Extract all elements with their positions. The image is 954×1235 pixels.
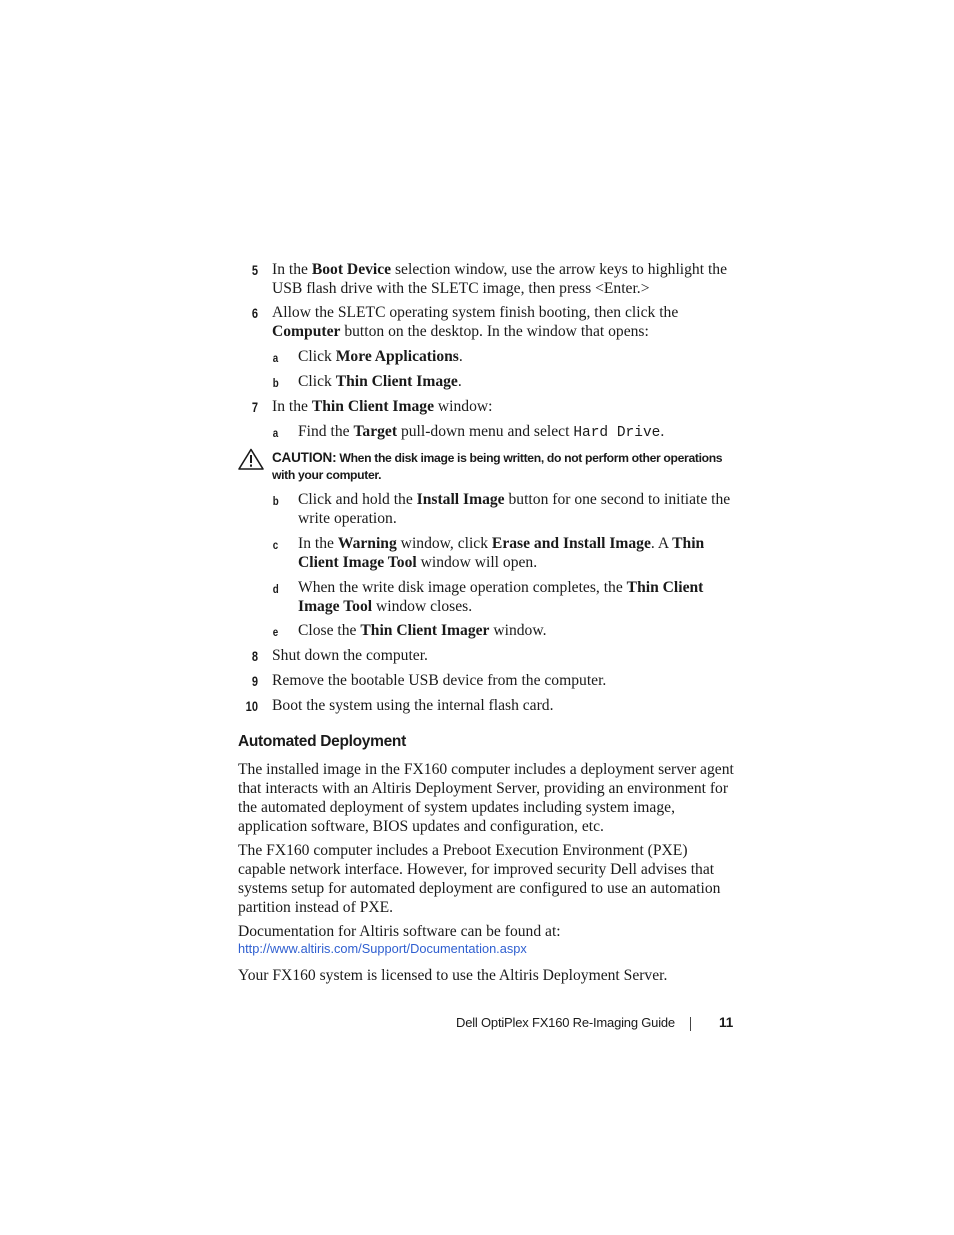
- paragraph-license: Your FX160 system is licensed to use the Altiris Deployment Server.: [238, 967, 668, 984]
- step-text: [272, 397, 734, 416]
- step-number: 8: [251, 649, 258, 664]
- text-run: Close the: [298, 622, 361, 639]
- code-term: Hard Drive: [573, 425, 661, 441]
- text-run: In the: [272, 261, 312, 278]
- text-run: .: [660, 423, 665, 440]
- step-text: [272, 303, 734, 341]
- footer-title: Dell OptiPlex FX160 Re-Imaging Guide: [456, 1015, 675, 1030]
- substep-letter: b: [272, 378, 279, 390]
- step-text: Shut down the computer.: [272, 647, 428, 664]
- substep-text: [298, 534, 738, 572]
- substep-text: [298, 578, 738, 616]
- text-run: Click: [298, 373, 336, 390]
- substep-text: [298, 347, 738, 366]
- caution-text: [272, 449, 742, 484]
- ui-term: Target: [353, 423, 398, 440]
- text-run: window.: [489, 622, 547, 639]
- text-run: When the write disk image operation completes, the: [298, 579, 627, 596]
- ui-term: Thin Client Image Tool: [298, 535, 705, 571]
- page-number: 11: [719, 1015, 734, 1030]
- text-run: Click: [298, 348, 336, 365]
- text-run: button for one second to initiate the write operation.: [298, 491, 731, 527]
- ui-term: Computer: [272, 323, 341, 340]
- section-heading: Automated Deployment: [238, 733, 406, 750]
- text-run: window:: [434, 398, 493, 415]
- text-run: window closes.: [372, 598, 473, 615]
- ui-term: Boot Device: [311, 261, 392, 278]
- text-run: Click and hold the: [298, 491, 417, 508]
- step-text: [272, 260, 734, 298]
- text-run: In the: [272, 398, 312, 415]
- caution-label: CAUTION:: [272, 450, 337, 465]
- step-number: 7: [251, 400, 258, 415]
- paragraph-pxe: The FX160 computer includes a Preboot Execution Environment (PXE) capable network interface. However, for improved security Dell advises that systems setup for automated deployment are configured to use an automation partition instead of PXE.: [238, 842, 721, 916]
- text-run: Allow the SLETC operating system finish booting, then click the: [272, 304, 679, 321]
- text-run: button on the desktop. In the window that opens:: [340, 323, 649, 340]
- substep-text: [298, 490, 738, 528]
- ui-term: Thin Client Imager: [360, 622, 490, 639]
- substep-letter: b: [272, 496, 279, 508]
- paragraph-deployment-agent: The installed image in the FX160 computer includes a deployment server agent that interacts with an Altiris Deployment Server, providing an environment for the automated deployment of system updates including system image, application software, BIOS updates and configuration, etc.: [238, 761, 734, 835]
- text-run: . A: [650, 535, 673, 552]
- text-run: window, click: [396, 535, 492, 552]
- paragraph-documentation: Documentation for Altiris software can be found at:: [238, 923, 561, 940]
- text-run: .: [458, 348, 463, 365]
- step-number: 9: [251, 674, 258, 689]
- ui-term: Install Image: [416, 491, 505, 508]
- text-run: Find the: [298, 423, 354, 440]
- ui-term: Thin Client Image: [335, 373, 458, 390]
- substep-letter: a: [272, 428, 279, 440]
- ui-term: Warning: [337, 535, 397, 552]
- substep-letter: d: [272, 584, 279, 596]
- text-run: window will open.: [416, 554, 538, 571]
- substep-text: [298, 621, 738, 640]
- text-run: In the: [298, 535, 338, 552]
- footer-divider: [690, 1017, 691, 1031]
- altiris-documentation-link[interactable]: http://www.altiris.com/Support/Documentation.aspx: [238, 941, 527, 956]
- substep-text: [298, 372, 738, 391]
- ui-term: More Applications: [335, 348, 459, 365]
- step-number: 5: [251, 263, 258, 278]
- substep-text: [298, 422, 738, 443]
- text-run: selection window, use the arrow keys to highlight the USB flash drive with the SLETC image, then press <Enter.>: [272, 261, 728, 297]
- substep-letter: e: [272, 627, 279, 639]
- substep-letter: c: [272, 540, 279, 552]
- step-text: Boot the system using the internal flash card.: [272, 697, 554, 714]
- text-run: pull-down menu and select: [397, 423, 574, 440]
- caution-triangle-icon: [238, 448, 264, 470]
- caution-message: When the disk image is being written, do not perform other operations with your computer.: [272, 451, 723, 482]
- ui-term: Thin Client Image: [311, 398, 435, 415]
- step-number: 6: [251, 306, 258, 321]
- substep-letter: a: [272, 353, 279, 365]
- step-number: 10: [245, 699, 258, 714]
- ui-term: Erase and Install Image: [491, 535, 651, 552]
- text-run: .: [457, 373, 462, 390]
- ui-term: Thin Client Image Tool: [298, 579, 704, 615]
- step-text: Remove the bootable USB device from the computer.: [272, 672, 607, 689]
